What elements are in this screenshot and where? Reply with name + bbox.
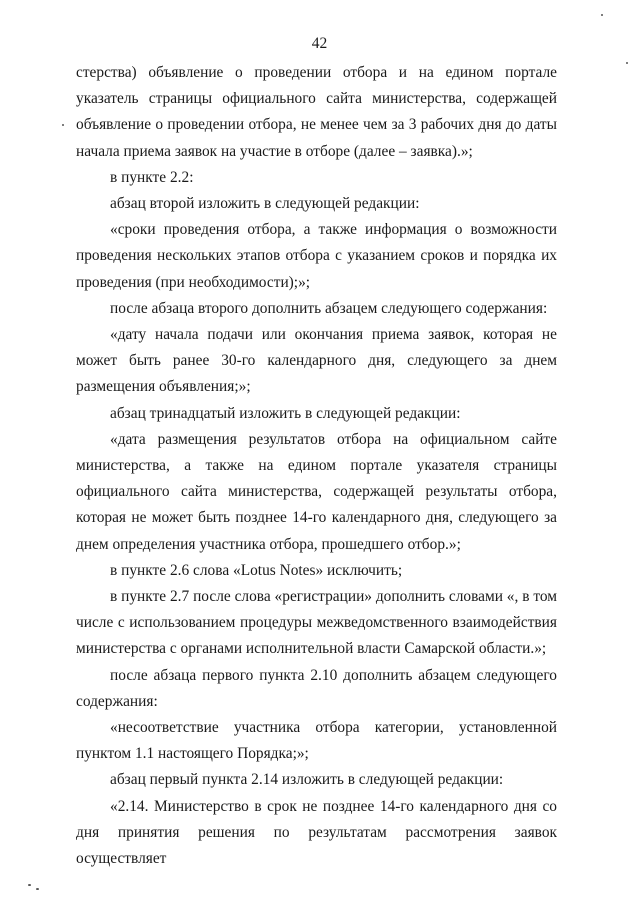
scan-speck	[36, 888, 39, 890]
paragraph-point-2-6: в пункте 2.6 слова «Lotus Notes» исключить;	[110, 561, 403, 579]
page-number: 42	[311, 35, 328, 52]
paragraph-quote-2-14: «2.14. Министерство в срок не позднее 14-го календарного дня со дня принятия решения по результатам рассмотрения заявок осуществляет	[76, 797, 557, 868]
paragraph-point-2-7: в пункте 2.7 после слова «регистрации» дополнить словами «, в том числе с использованием процедуры межведомственного взаимодействия министерства с органами исполнительной власти Самарской области.»;	[76, 588, 557, 658]
paragraph-quote: «дата размещения результатов отбора на официальном сайте министерства, а также на едином портале указателя страницы официального сайта министерства, содержащей результаты отбора, которая не может быть позднее 14-го календарного дня, следующего за днем определения участника отбора, прошедшего отбор.»;	[76, 430, 557, 553]
paragraph-point-2-2: в пункте 2.2:	[110, 168, 194, 186]
document-body	[76, 60, 557, 872]
paragraph-point-2-10: после абзаца первого пункта 2.10 дополнить абзацем следующего содержания:	[76, 666, 557, 710]
scan-speck	[601, 14, 603, 16]
scan-speck	[626, 62, 628, 64]
paragraph-instruction: после абзаца второго дополнить абзацем следующего содержания:	[110, 299, 548, 317]
paragraph-quote: «дату начала подачи или окончания приема заявок, которая не может быть ранее 30-го календарного дня, следующего за днем размещения объявления;»;	[76, 326, 557, 396]
scan-speck	[28, 884, 31, 886]
paragraph-instruction: абзац тринадцатый изложить в следующей редакции:	[110, 404, 461, 422]
scan-speck	[62, 124, 64, 126]
paragraph-point-2-14: абзац первый пункта 2.14 изложить в следующей редакции:	[110, 771, 504, 789]
paragraph-quote: «несоответствие участника отбора категории, установленной пунктом 1.1 настоящего Порядка;»;	[76, 719, 557, 763]
paragraph-instruction: абзац второй изложить в следующей редакции:	[110, 195, 420, 213]
paragraph-quote: «сроки проведения отбора, а также информация о возможности проведения нескольких этапов отбора с указанием сроков и порядка их проведения (при необходимости);»;	[76, 221, 557, 291]
paragraph-continuation: стерства) объявление о проведении отбора и на едином портале указатель страницы официального сайта министерства, содержащей объявление о проведении отбора, не менее чем за 3 рабочих дня до даты начала приема заявок на участие в отборе (далее – заявка).»;	[76, 64, 557, 160]
